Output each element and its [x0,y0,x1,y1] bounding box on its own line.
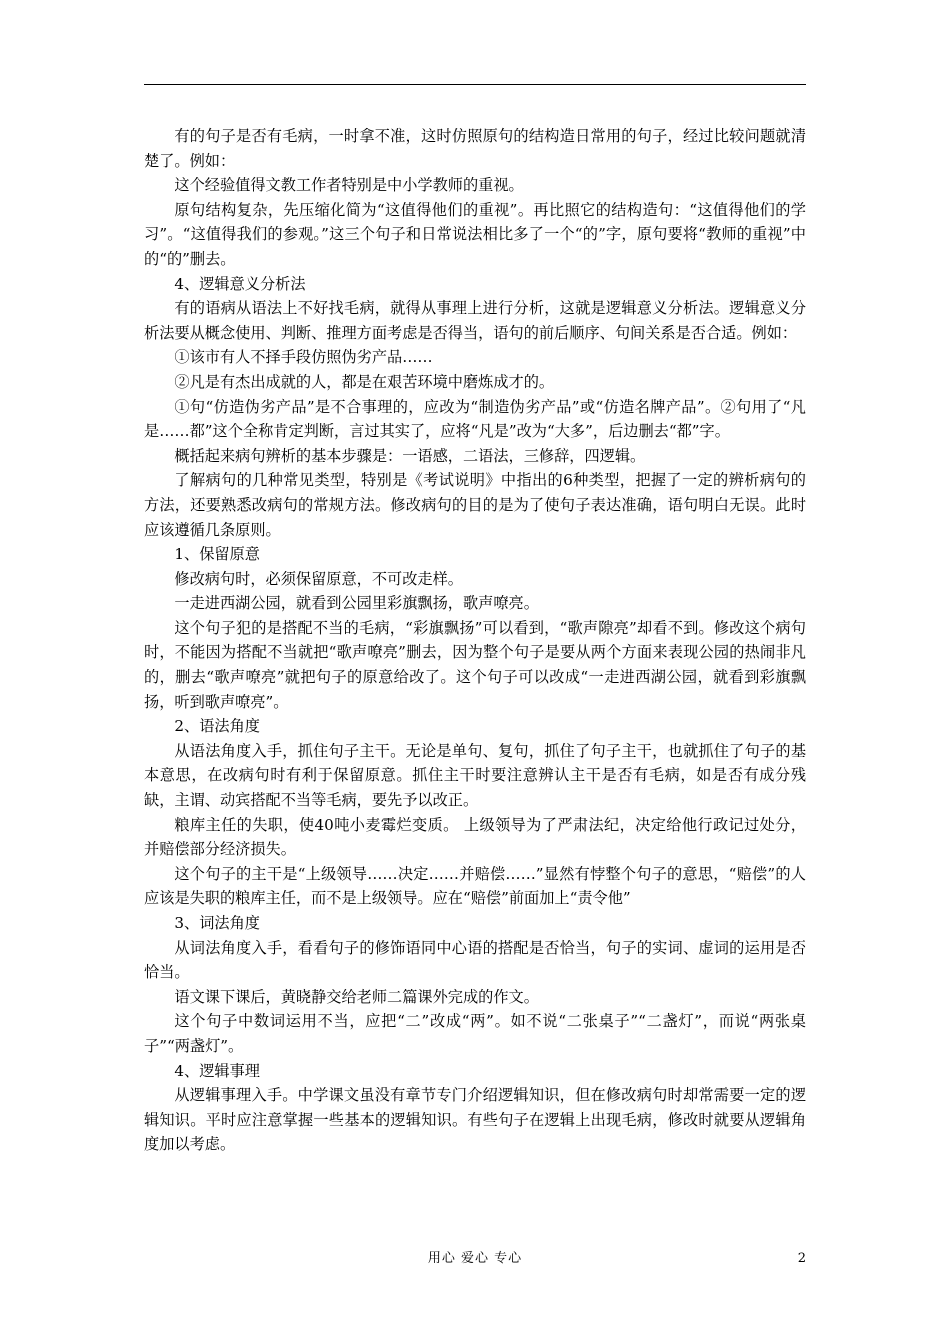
paragraph: 从词法角度入手，看看句子的修饰语同中心语的搭配是否恰当，句子的实词、虚词的运用是否恰当。 [144,938,806,982]
paragraph: 修改病句时，必须保留原意，不可改走样。 [174,569,463,588]
paragraph: 这个句子犯的是搭配不当的毛病，“彩旗飘扬”可以看到，“歌声隙亮”却看不到。修改这个病句时，不能因为搭配不当就把“歌声嘹亮”删去，因为整个句子是要从两个方面来表现公园的热闹非凡的，删去“歌声嘹亮”就把句子的原意给改了。这个句子可以改成“一走进西湖公园，就看到彩旗飘扬，听到歌声嘹亮”。 [144,618,806,711]
section-heading: 1、保留原意 [174,545,260,564]
example-sentence: 一走进西湖公园，就看到公园里彩旗飘扬，歌声嘹亮。 [174,594,539,613]
page-number: 2 [797,1251,806,1266]
paragraph: 这个句子中数词运用不当，应把“二”改成“两”。如不说“二张桌子”“二盏灯”，而说“两张桌子”“两盏灯”。 [144,1012,806,1055]
document-body [144,124,806,1157]
section-heading: 4、逻辑意义分析法 [174,274,306,293]
paragraph: 这个句子的主干是“上级领导……决定……并赔偿……”显然有悖整个句子的意思，“赔偿”的人应该是失职的粮库主任，而不是上级领导。应在“赔偿”前面加上“责令他” [144,864,806,908]
section-heading: 3、词法角度 [174,914,260,932]
paragraph: 有的语病从语法上不好找毛病，就得从事理上进行分析，这就是逻辑意义分析法。逻辑意义分析法要从概念使用、判断、推理方面考虑是否得当，语句的前后顺序、句间关系是否合适。例如： [144,299,806,342]
paragraph: 原句结构复杂，先压缩化简为“这值得他们的重视”。再比照它的结构造句：“这值得他们的学习”。“这值得我们的参观。”这三个句子和日常说法相比多了一个“的”字，原句要将“教师的重视”中的“的”删去。 [144,200,806,268]
example-sentence: ①该市有人不择手段仿照伪劣产品…… [174,348,433,367]
example-sentence: 粮库主任的失职，使40吨小麦霉烂变质。 上级领导为了严肃法纪，决定给他行政记过处分，并赔偿部分经济损失。 [144,815,806,859]
paragraph: 了解病句的几种常见类型，特别是《考试说明》中指出的6种类型，把握了一定的辨析病句的方法，还要熟悉改病句的常规方法。修改病句的目的是为了使句子表达准确，语句明白无误。此时应该遵循几条原则。 [144,471,806,539]
paragraph: 有的句子是否有毛病，一时拿不准，这时仿照原句的结构造日常用的句子，经过比较问题就清楚了。例如： [144,127,806,170]
paragraph: 概括起来病句辨析的基本步骤是：一语感，二语法，三修辞，四逻辑。 [174,446,646,465]
paragraph: 从逻辑事理入手。中学课文虽没有章节专门介绍逻辑知识，但在修改病句时却常需要一定的逻辑知识。平时应注意掌握一些基本的逻辑知识。有些句子在逻辑上出现毛病，修改时就要从逻辑角度加以考虑。 [144,1086,806,1154]
example-sentence: 语文课下课后，黄晓静交给老师二篇课外完成的作文。 [174,987,539,1006]
footer-text: 用心 爱心 专心 [427,1251,523,1266]
section-heading: 2、语法角度 [174,717,260,736]
example-sentence: ②凡是有杰出成就的人，都是在艰苦环境中磨炼成才的。 [174,372,555,391]
paragraph: ①句“仿造伪劣产品”是不合事理的，应改为“制造伪劣产品”或“仿造名牌产品”。②句用了“凡是……都”这个全称肯定判断，言过其实了，应将“凡是”改为“大多”，后边删去“都”字。 [144,397,806,441]
paragraph: 从语法角度入手，抓住句子主干。无论是单句、复句，抓住了句子主干，也就抓住了句子的基本意思，在改病句时有利于保留原意。抓住主干时要注意辨认主干是否有毛病，如是否有成分残缺，主谓、动宾搭配不当等毛病，要先予以改正。 [144,741,806,810]
paragraph: 这个经验值得文教工作者特别是中小学教师的重视。 [174,176,524,195]
header-rule [144,84,806,85]
section-heading: 4、逻辑事理 [174,1061,260,1080]
